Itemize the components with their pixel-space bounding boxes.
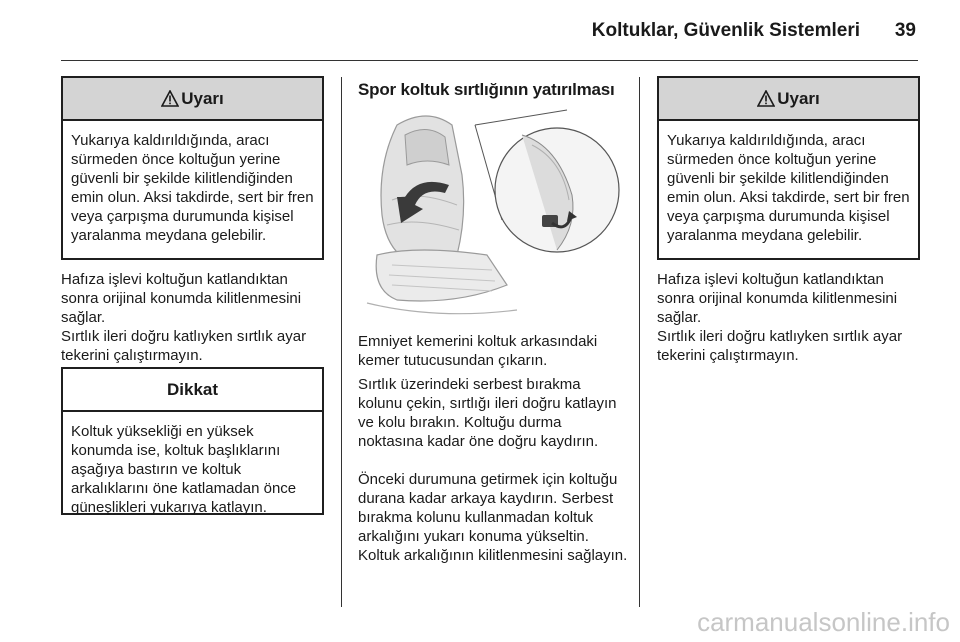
warning-box-title: Uyarı: [181, 88, 224, 108]
paragraph: Sırtlık ileri doğru katlıyken sırtlık ayar tekerini çalıştırmayın.: [657, 328, 903, 364]
warning-box-right: [657, 76, 920, 260]
paragraph: Sırtlık üzerindeki serbest bırakma kolunu çekin, sırtlığı ileri doğru katlayın ve kolu bırakın. Koltuğu durma noktasına kadar öne doğru kaydırın.: [358, 376, 617, 450]
paragraph: Hafıza işlevi koltuğun katlandıktan sonra orijinal konumda kilitlenmesini sağlar.: [657, 271, 898, 326]
notice-box: [61, 367, 324, 515]
section-heading: Spor koltuk sırtlığının yatırılması: [358, 80, 615, 99]
warning-box-left: [61, 76, 324, 260]
warning-box-header: [659, 78, 918, 121]
paragraph: Emniyet kemerini koltuk arkasındaki kemer tutucusundan çıkarın.: [358, 333, 598, 369]
page-number: 39: [894, 20, 916, 41]
warning-box-title: Uyarı: [777, 88, 820, 108]
warning-box-text: Yukarıya kaldırıldığında, aracı sürmeden önce koltuğun yerine güvenli bir şekilde kilitlendiğinden emin olun. Aksi takdirde, sert bir fren veya çarpışma durumunda kişisel yaralanma meydana gelebilir.: [71, 132, 314, 244]
page-title: Koltuklar, Güvenlik Sistemleri: [591, 20, 860, 41]
notice-box-title: Dikkat: [166, 379, 219, 399]
warning-triangle-icon: [161, 90, 179, 107]
watermark: carmanualsonline.info: [697, 607, 950, 637]
column-divider-left: [341, 77, 342, 607]
column-divider-right: [639, 77, 640, 607]
seat-backrest-illustration: [357, 105, 622, 320]
paragraph: Hafıza işlevi koltuğun katlandıktan sonra orijinal konumda kilitlenmesini sağlar.: [61, 271, 302, 326]
paragraph: Önceki durumuna getirmek için koltuğu durana kadar arkaya kaydırın. Serbest bırakma kolunu kullanmadan koltuk arkalığını yukarı konuma yükseltin. Koltuk arkalığının kilitlenmesini sağlayın.: [358, 471, 628, 564]
header-divider: [61, 60, 918, 61]
paragraph: Sırtlık ileri doğru katlıyken sırtlık ayar tekerini çalıştırmayın.: [61, 328, 307, 364]
notice-box-header: [63, 369, 322, 412]
notice-box-text: Koltuk yüksekliği en yüksek konumda ise, koltuk başlıklarını aşağıya bastırın ve koltuk arkalıklarını öne katlamadan önce güneşlikleri yukarıya katlayın.: [71, 423, 297, 516]
warning-box-header: [63, 78, 322, 121]
warning-triangle-icon: [757, 90, 775, 107]
warning-box-text: Yukarıya kaldırıldığında, aracı sürmeden önce koltuğun yerine güvenli bir şekilde kilitlendiğinden emin olun. Aksi takdirde, sert bir fren veya çarpışma durumunda kişisel yaralanma meydana gelebilir.: [667, 132, 910, 244]
